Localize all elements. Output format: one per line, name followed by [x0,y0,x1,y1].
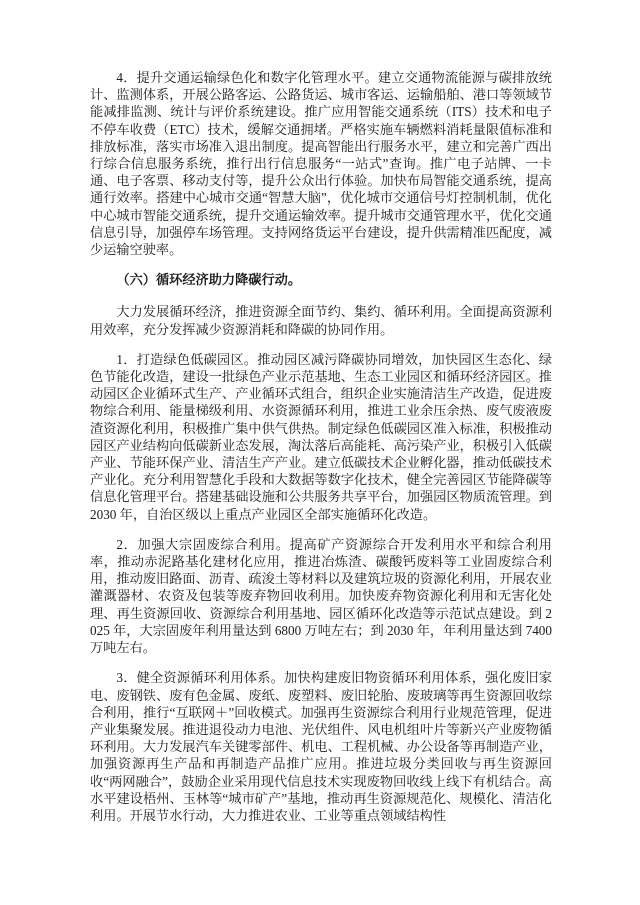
paragraph-transport-item-4: 4．提升交通运输绿色化和数字化管理水平。建立交通物流能源与碳排放统计、监测体系，开展公路客运、公路货运、城市客运、运输船舶、港口等领域节能减排监测、统计与评价系统建设。推广应用智能交通系统（ITS）技术和电子不停车收费（ETC）技术，缓解交通拥堵。严格实施车辆燃料消耗量限值标准和排放标准，落实市场准入退出制度。提高智能出行服务水平，建立和完善广西出行综合信息服务系统，推行出行信息服务“一站式”查询。推广电子站牌、一卡通、电子客票、移动支付等，提升公众出行体验。加快布局智能交通系统，提高通行效率。搭建中心城市交通“智慧大脑”，优化城市交通信号灯控制机制，优化中心城市智能交通系统，提升交通运输效率。提升城市交通管理水平，优化交通信息引导，加强停车场管理。支持网络货运平台建设，提升供需精准匹配度，减少运输空驶率。 [90,70,552,258]
section-heading: （六）循环经济助力降碳行动。 [116,272,302,288]
paragraph-circular-item-2: 2．加强大宗固废综合利用。提高矿产资源综合开发利用水平和综合利用率，推动赤泥路基化建材化应用，推进冶炼渣、碳酸钙废料等工业固废综合利用，推动废旧路面、沥青、疏浚土等材料以及建筑垃圾的资源化利用，开展农业灌溉器材、农资及包装等废弃物回收利用。加快废弃物资源化利用和无害化处理、再生资源回收、资源综合利用基地、园区循环化改造等示范试点建设。到 2025 年，大宗固废年利用量达到 6800 万吨左右；到 2030 年，年利用量达到 7400 万吨左右。 [90,536,552,656]
paragraph-circular-item-1: 1．打造绿色低碳园区。推动园区减污降碳协同增效，加快园区生态化、绿色节能化改造，建设一批绿色产业示范基地、生态工业园区和循环经济园区。推动园区企业循环式生产、产业循环式组合，组织企业实施清洁生产改造，促进废物综合利用、能量梯级利用、水资源循环利用，推进工业余压余热、废气废液废渣资源化利用，积极推广集中供气供热。制定绿色低碳园区准入标准，积极推动园区产业结构向低碳新业态发展，淘汰落后高能耗、高污染产业，积极引入低碳产业、节能环保产业、清洁生产产业。建立低碳技术企业孵化器，推动低碳技术产业化。充分利用智慧化手段和大数据等数字化技术，健全完善园区节能降碳等信息化管理平台。搭建基础设施和公共服务共享平台，加强园区物质流管理。到 2030 年，自治区级以上重点产业园区全部实施循环化改造。 [90,351,552,522]
paragraph-section-intro: 大力发展循环经济，推进资源全面节约、集约、循环利用。全面提高资源利用效率，充分发挥减少资源消耗和降碳的协同作用。 [90,304,552,337]
document-body [90,69,552,837]
paragraph-circular-item-3: 3．健全资源循环利用体系。加快构建废旧物资循环利用体系，强化废旧家电、废钢铁、废有色金属、废纸、废塑料、废旧轮胎、废玻璃等再生资源回收综合利用，推行“互联网＋”回收模式。加强再生资源综合利用行业规范管理，促进产业集聚发展。推进退役动力电池、光伏组件、风电机组叶片等新兴产业废物循环利用。大力发展汽车关键零部件、机电、工程机械、办公设备等再制造产业，加强资源再生产品和再制造产品推广应用。推进垃圾分类回收与再生资源回收“两网融合”，鼓励企业采用现代信息技术实现废物回收线上线下有机结合。高水平建设梧州、玉林等“城市矿产”基地，推动再生资源规范化、规模化、清洁化利用。开展节水行动，大力推进农业、工业等重点领域结构性 [90,670,552,823]
